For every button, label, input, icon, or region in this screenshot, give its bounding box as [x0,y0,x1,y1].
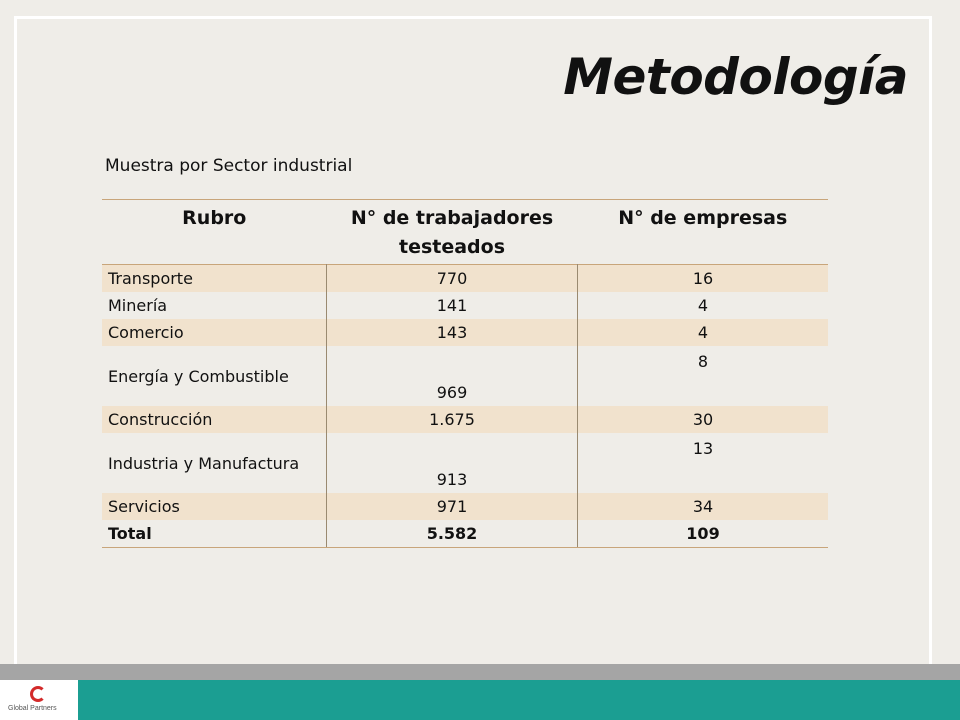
table-row [102,493,828,520]
table-row [102,319,828,346]
cell-total-label: Total [102,520,327,548]
table-header-row [102,200,828,265]
cell-rubro: Transporte [102,265,327,293]
cell-rubro: Servicios [102,493,327,520]
page-title: Metodología [563,48,908,106]
table-row [102,406,828,433]
cell-empresas: 4 [697,296,709,315]
table-total-row [102,520,828,548]
table-row [102,346,828,406]
cell-total-trabajadores: 5.582 [327,520,578,548]
header-rubro: Rubro [102,200,327,265]
cell-trabajadores: 913 [327,433,578,493]
cell-trabajadores: 143 [327,319,578,346]
sector-sample-table [102,199,828,548]
frame-right-line [929,16,932,664]
table-row [102,433,828,493]
cell-total-empresas: 109 [578,520,829,548]
cell-trabajadores: 770 [327,265,578,293]
frame-left-line [14,16,17,664]
cell-empresas: 13 [692,439,714,458]
cell-trabajadores: 141 [327,292,578,319]
cell-trabajadores: 971 [327,493,578,520]
header-empresas: N° de empresas [578,200,829,265]
cell-trabajadores: 1.675 [327,406,578,433]
cell-rubro: Industria y Manufactura [102,433,327,493]
cell-empresas: 30 [578,406,829,433]
cell-empresas: 8 [697,352,709,371]
footer-gray-bar [0,664,960,680]
cell-rubro: Minería [102,292,327,319]
cell-rubro: Comercio [102,319,327,346]
table-row [102,292,828,319]
cell-empresas: 4 [578,319,829,346]
cell-empresas: 16 [578,265,829,293]
header-trabajadores: N° de trabajadores testeados [327,200,578,265]
cell-empresas: 34 [578,493,829,520]
cell-trabajadores: 969 [327,346,578,406]
cell-rubro: Construcción [102,406,327,433]
frame-top-line [14,16,931,19]
global-partners-logo-icon [30,686,46,702]
table-row [102,265,828,293]
cell-rubro: Energía y Combustible [102,346,327,406]
footer-teal-bar [0,680,960,720]
table-caption: Muestra por Sector industrial [105,156,353,176]
logo-text: Global Partners [8,705,57,712]
